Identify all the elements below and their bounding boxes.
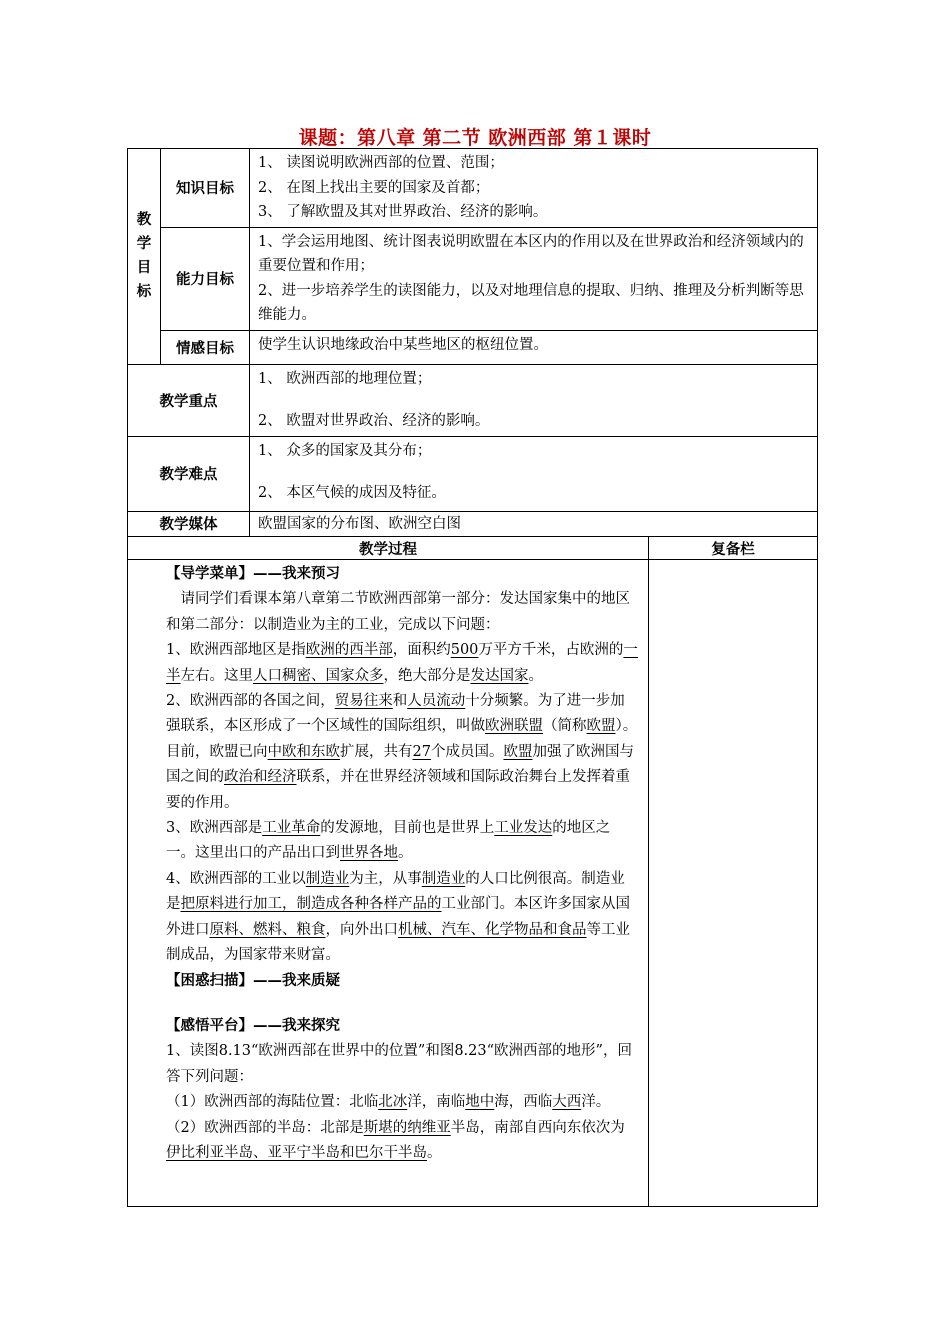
question-5: 1、读图8.13“欧洲西部在世界中的位置”和图8.23“欧洲西部的地形”，回答下列问题： <box>166 1043 632 1085</box>
question-5-1: （1）欧洲西部的海陆位置：北临北冰洋，南临地中海，西临大西洋。 <box>166 1094 611 1111</box>
notes-header: 复备栏 <box>649 537 818 560</box>
notes-column <box>649 560 818 1207</box>
section-explore-heading: 【感悟平台】——我来探究 <box>166 1017 340 1034</box>
media-row <box>128 511 818 536</box>
ability-goal-label: 能力目标 <box>161 227 250 330</box>
emotion-goal-content: 使学生认识地缘政治中某些地区的枢纽位置。 <box>250 330 818 364</box>
teaching-process-table <box>127 536 818 1207</box>
question-2: 2、欧洲西部的各国之间，贸易往来和人员流动十分频繁。为了进一步加强联系，本区形成了一个区域性的国际组织，叫做欧洲联盟（简称欧盟）。目前，欧盟已向中欧和东欧扩展，共有27个成员国。欧盟加强了欧洲国与国之间的政治和经济联系，并在世界经济领域和国际政治舞台上发挥着重要的作用。 <box>166 693 638 811</box>
ability-goal-content: 1、学会运用地图、统计图表说明欧盟在本区内的作用以及在世界政治和经济领域内的重要位置和作用； 2、进一步培养学生的读图能力，以及对地理信息的提取、归纳、推理及分析判断等思维能力。 <box>250 227 818 330</box>
media-content: 欧盟国家的分布图、欧洲空白图 <box>250 511 818 536</box>
knowledge-goal-row <box>128 149 818 228</box>
intro-paragraph: 请同学们看课本第八章第二节欧洲西部第一部分：发达国家集中的地区和第二部分：以制造业为主的工业，完成以下问题： <box>166 591 630 633</box>
key-points-row <box>128 364 818 436</box>
process-header: 教学过程 <box>128 537 649 560</box>
knowledge-goal-label: 知识目标 <box>161 149 250 228</box>
teaching-goals-label: 教 学 目 标 <box>128 149 161 365</box>
question-4: 4、欧洲西部的工业以制造业为主，从事制造业的人口比例很高。制造业是把原料进行加工，制造成各种各样产品的工业部门。本区许多国家从国外进口原料、燃料、粮食，向外出口机械、汽车、化学物品和食品等工业制成品，为国家带来财富。 <box>166 870 630 964</box>
ability-goal-row <box>128 227 818 330</box>
section-question-heading: 【困惑扫描】——我来质疑 <box>166 972 340 989</box>
section-preview-heading: 【导学菜单】——我来预习 <box>166 566 340 582</box>
process-content <box>128 560 649 1207</box>
difficulties-label: 教学难点 <box>128 436 250 511</box>
difficulties-content: 1、 众多的国家及其分布； 2、 本区气候的成因及特征。 <box>250 436 818 511</box>
page-title: 课题：第八章 第二节 欧洲西部 第１课时 <box>298 127 652 149</box>
key-points-label: 教学重点 <box>128 364 250 436</box>
difficulties-row <box>128 436 818 511</box>
emotion-goal-row <box>128 330 818 364</box>
lesson-info-table <box>127 148 818 537</box>
question-1: 1、欧洲西部地区是指欧洲的西半部，面积约500万平方千米，占欧洲的一半左右。这里人口稠密、国家众多，绝大部分是发达国家。 <box>166 642 638 684</box>
media-label: 教学媒体 <box>128 511 250 536</box>
knowledge-goal-content: 1、 读图说明欧洲西部的位置、范围； 2、 在图上找出主要的国家及首都； 3、 了解欧盟及其对世界政治、经济的影响。 <box>250 149 818 228</box>
emotion-goal-label: 情感目标 <box>161 330 250 364</box>
key-points-content: 1、 欧洲西部的地理位置； 2、 欧盟对世界政治、经济的影响。 <box>250 364 818 436</box>
question-5-2: （2）欧洲西部的半岛：北部是斯堪的纳维亚半岛，南部自西向东依次为伊比利亚半岛、亚平宁半岛和巴尔干半岛。 <box>166 1119 625 1161</box>
question-3: 3、欧洲西部是工业革命的发源地，目前也是世界上工业发达的地区之一。这里出口的产品出口到世界各地。 <box>166 820 611 862</box>
